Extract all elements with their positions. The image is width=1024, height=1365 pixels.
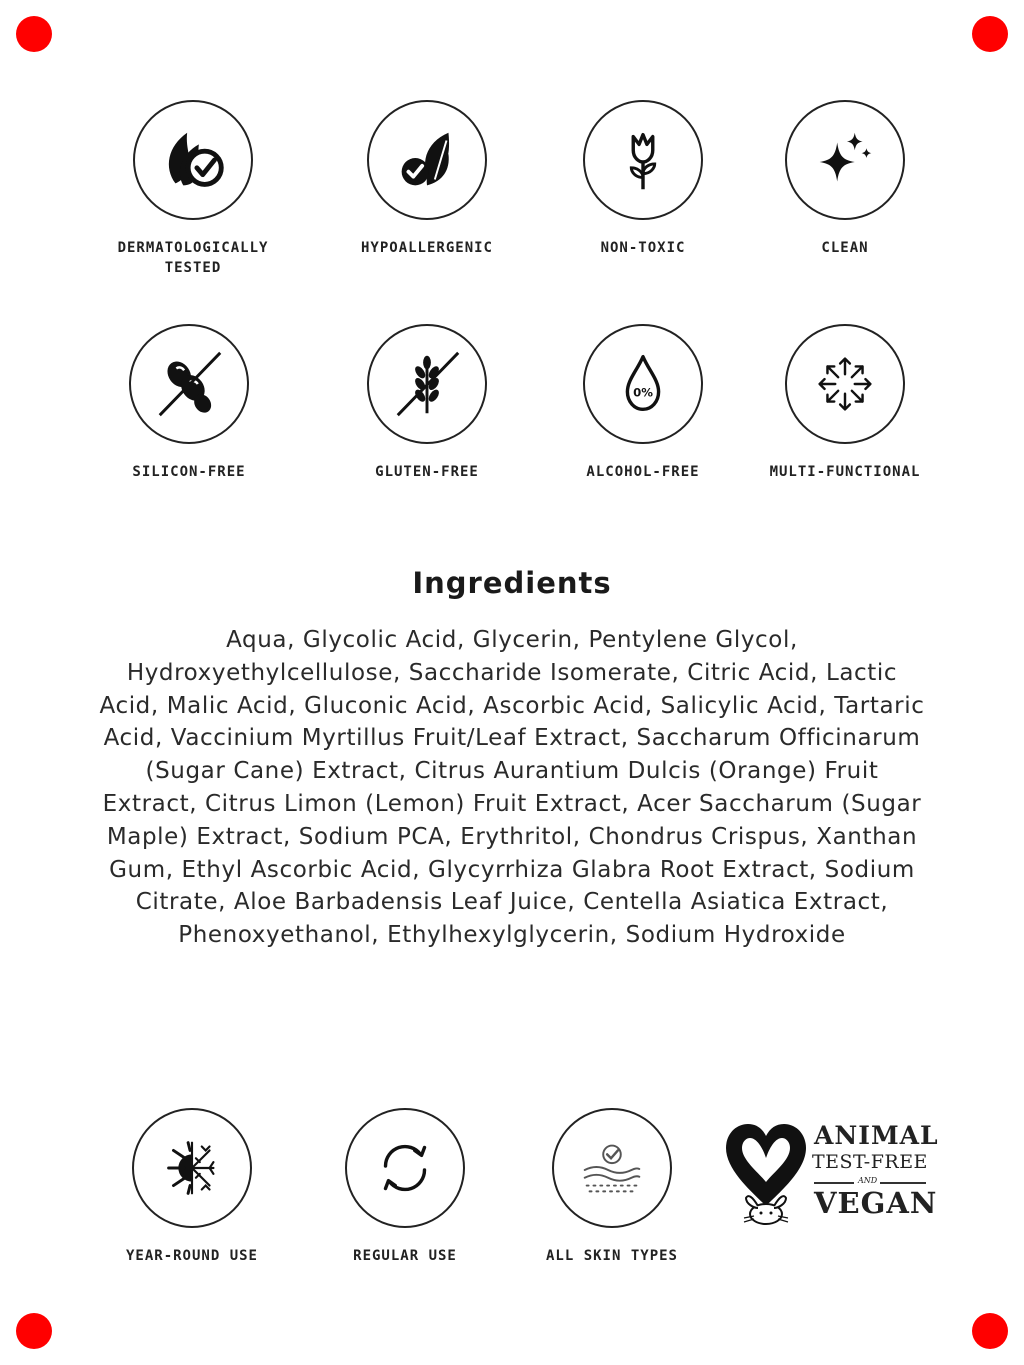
ingredients-list: Aqua, Glycolic Acid, Glycerin, Pentylene Glycol, Hydroxyethylcellulose, Saccharide Isomerate, Citric Acid, Lactic Acid, Malic Acid, Gluconic Acid, Ascorbic Acid, Salicylic Acid, Tartaric Acid, Vaccinium Myrtillus Fruit/Leaf Extract, Saccharum Officinarum (Sugar Cane) Extract, Citrus Aurantium Dulcis (Orange) Fruit Extract, Citrus Limon (Lemon) Fruit Extract, Acer Saccharum (Sugar Maple) Extract, Sodium PCA, Erythritol, Chondrus Crispus, Xanthan Gum, Ethyl Ascorbic Acid, Glycyrrhiza Glabra Root Extract, Sodium Citrate, Aloe Barbadensis Leaf Juice, Centella Asiatica Extract, Phenoxyethanol, Ethylhexylglycerin, Sodium Hydroxide: [99, 627, 925, 949]
vegan-badge-rule: [814, 1182, 854, 1184]
sparkles-icon: [785, 100, 905, 220]
corner-marker-top-right: [972, 16, 1008, 52]
badge-multi-functional: [745, 324, 945, 482]
badge-label: ALL SKIN TYPES: [545, 1248, 678, 1264]
badge-label: CLEAN: [821, 240, 869, 256]
no-silicone-icon: [129, 324, 249, 444]
vegan-badge-line-and: AND: [858, 1176, 878, 1185]
badge-label: GLUTEN-FREE: [375, 464, 479, 480]
badge-alcohol-free: [543, 324, 743, 482]
zero-percent-text: 0%: [633, 385, 653, 400]
badge-dermatologically-tested: [93, 100, 293, 278]
badge-label: SILICON-FREE: [132, 464, 246, 480]
corner-marker-bottom-left: [16, 1313, 52, 1349]
tulip-icon: [583, 100, 703, 220]
badge-non-toxic: [543, 100, 743, 258]
leaf-check-icon: [133, 100, 253, 220]
badge-all-skin-types: [512, 1108, 712, 1266]
no-wheat-icon: [367, 324, 487, 444]
leaves-check-icon: [367, 100, 487, 220]
badge-year-round-use: [92, 1108, 292, 1266]
ingredients-title: Ingredients: [412, 566, 612, 600]
badge-label: DERMATOLOGICALLY TESTED: [117, 240, 269, 276]
vegan-badge-rule: [880, 1182, 926, 1184]
badge-label: YEAR-ROUND USE: [125, 1248, 258, 1264]
vegan-badge-line-vegan: VEGAN: [814, 1186, 938, 1220]
badge-hypoallergenic: [327, 100, 527, 258]
corner-marker-bottom-right: [972, 1313, 1008, 1349]
badge-silicon-free: [89, 324, 289, 482]
drop-zero-percent-icon: [583, 324, 703, 444]
badge-label: NON-TOXIC: [600, 240, 686, 256]
badge-label: MULTI-FUNCTIONAL: [769, 464, 921, 480]
badge-clean: [745, 100, 945, 258]
corner-marker-top-left: [16, 16, 52, 52]
badge-gluten-free: [327, 324, 527, 482]
refresh-arrows-icon: [345, 1108, 465, 1228]
arrows-outward-icon: [785, 324, 905, 444]
vegan-badge-line-test-free: TEST-FREE: [812, 1151, 928, 1173]
badge-regular-use: [305, 1108, 505, 1266]
vegan-badge-line-animal: ANIMAL: [814, 1121, 939, 1150]
sun-snowflake-icon: [132, 1108, 252, 1228]
badge-label: ALCOHOL-FREE: [586, 464, 700, 480]
badge-label: REGULAR USE: [353, 1248, 457, 1264]
skin-layers-check-icon: [552, 1108, 672, 1228]
badge-label: HYPOALLERGENIC: [360, 240, 493, 256]
